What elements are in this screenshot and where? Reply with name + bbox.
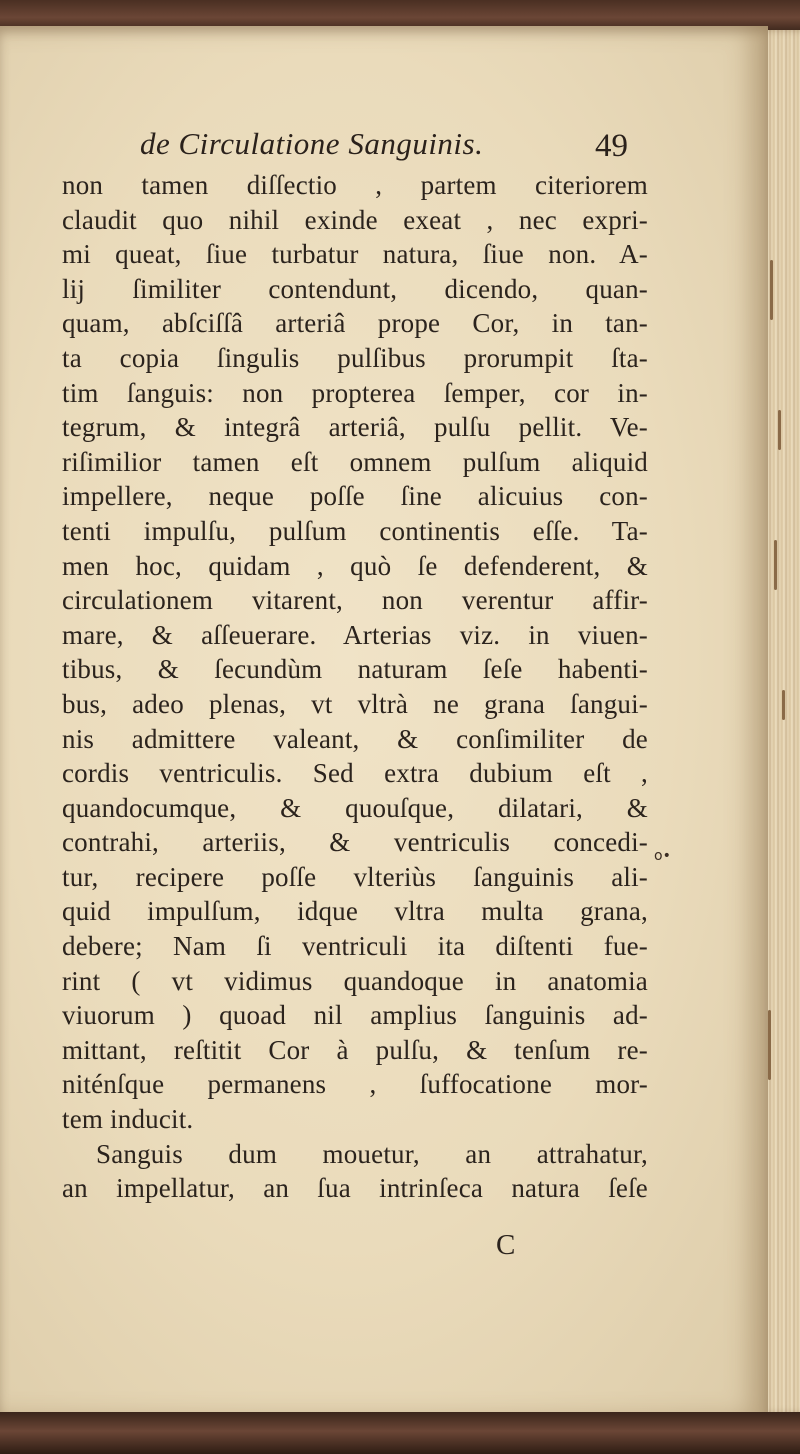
text-line: tim ſanguis: non propterea ſemper, cor in- (62, 377, 648, 408)
margin-mark: o• (654, 848, 671, 864)
text-line: tenti impulſu, pulſum continentis eſſe. Ta- (62, 515, 648, 546)
text-line: quam, abſciſſâ arteriâ prope Cor, in tan- (62, 308, 648, 339)
page-edge-mark (782, 690, 785, 720)
text-line: ta copia ſingulis pulſibus prorumpit ſta- (62, 342, 648, 373)
text-line: men hoc, quidam , quò ſe defenderent, & (62, 550, 648, 581)
page-edge-mark (770, 260, 773, 320)
text-line: mittant, reſtitit Cor à pulſu, & tenſum re- (62, 1034, 648, 1065)
text-line: debere; Nam ſi ventriculi ita diſtenti fue- (62, 931, 648, 962)
text-line: impellere, neque poſſe ſine alicuius con- (62, 481, 648, 512)
text-line: circulationem vitarent, non verentur affir- (62, 585, 648, 616)
text-line: bus, adeo plenas, vt vltrà ne grana ſangui- (62, 688, 648, 719)
text-line: nis admittere valeant, & conſimiliter de (62, 723, 648, 754)
text-line: quid impulſum, idque vltra multa grana, (62, 896, 648, 927)
signature-mark: C (496, 1229, 516, 1261)
text-line: tibus, & ſecundùm naturam ſeſe habenti- (62, 654, 648, 685)
page-edge-mark (774, 540, 777, 590)
running-head: de Circulatione Sanguinis. (140, 126, 484, 161)
text-line: tem inducit. (62, 1104, 194, 1135)
body-text (62, 168, 648, 1206)
page-header (140, 122, 660, 170)
text-line: tur, recipere poſſe vlteriùs ſanguinis ali- (62, 861, 648, 892)
text-line: niténſque permanens , ſuffocatione mor- (62, 1069, 648, 1100)
text-line: cordis ventriculis. Sed extra dubium eſt , (62, 758, 648, 789)
page-number: 49 (595, 128, 628, 164)
text-line: contrahi, arteriis, & ventriculis concedi- (62, 827, 648, 858)
text-line: mare, & aſſeuerare. Arterias viz. in viuen- (62, 619, 648, 650)
text-line: mi queat, ſiue turbatur natura, ſiue non. A- (62, 239, 648, 270)
book-page (0, 26, 768, 1418)
text-line: non tamen diſſectio , partem citeriorem (62, 170, 648, 200)
text-line: quandocumque, & quouſque, dilatari, & (62, 792, 648, 823)
page-edge-mark (768, 1010, 771, 1080)
text-line: tegrum, & integrâ arteriâ, pulſu pellit. Ve- (62, 412, 648, 443)
text-line: rint ( vt vidimus quandoque in anatomia (62, 965, 648, 996)
text-line: viuorum ) quoad nil amplius ſanguinis ad- (62, 1000, 648, 1031)
text-line: lij ſimiliter contendunt, dicendo, quan- (62, 273, 648, 304)
book-cover-bottom-edge (0, 1412, 800, 1454)
text-line: an impellatur, an ſua intrinſeca natura ſeſe (62, 1173, 648, 1204)
text-line: Sanguis dum mouetur, an attrahatur, (96, 1138, 648, 1169)
text-line: claudit quo nihil exinde exeat , nec expri- (62, 204, 648, 235)
text-line: riſimilior tamen eſt omnem pulſum aliquid (62, 446, 648, 477)
page-edge-mark (778, 410, 781, 450)
